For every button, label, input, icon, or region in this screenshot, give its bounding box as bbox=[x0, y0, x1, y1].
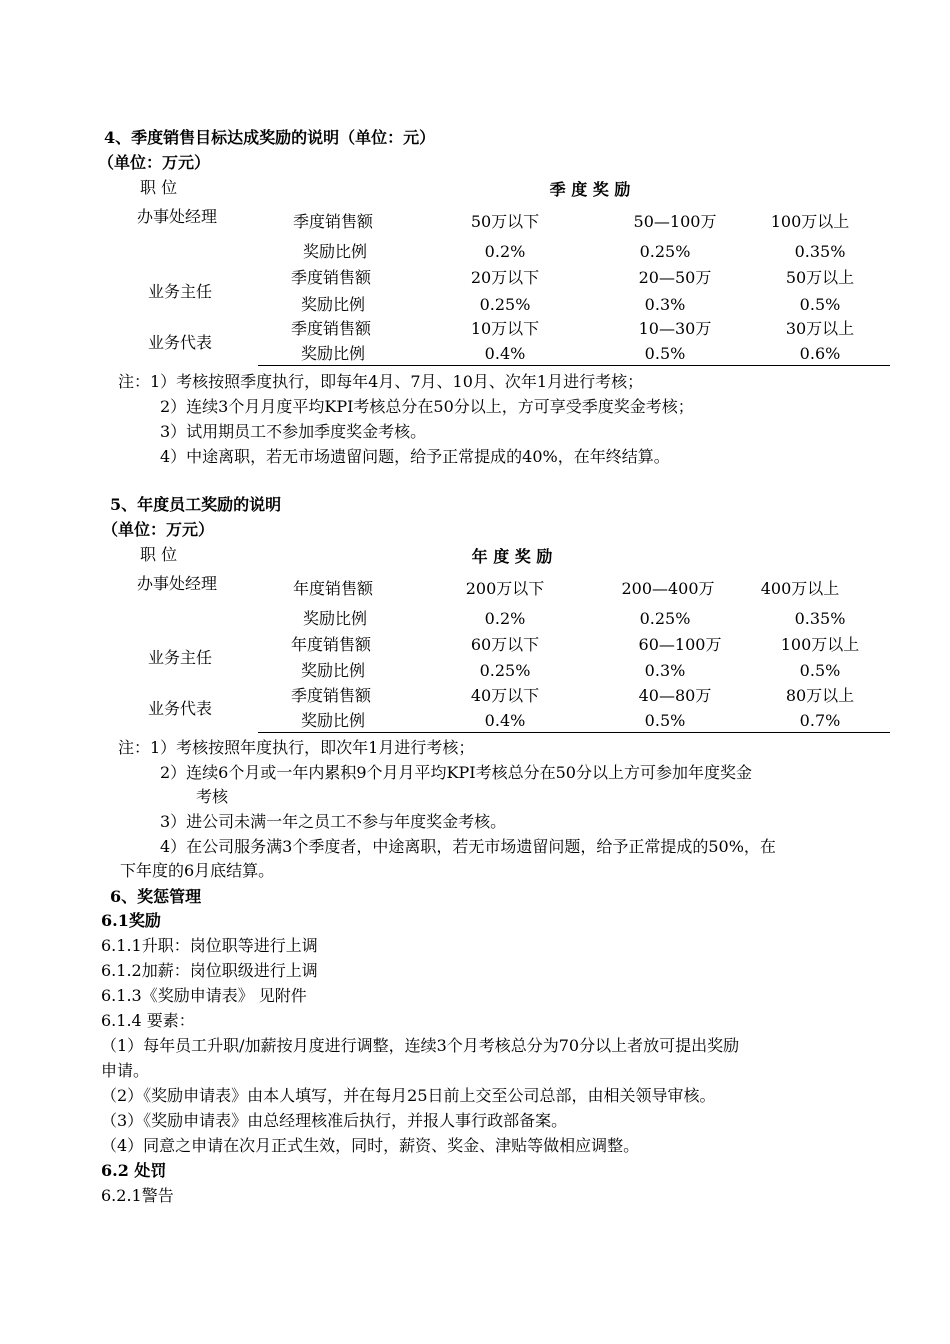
table-cell: 0.3% bbox=[644, 661, 686, 680]
table-cell: 400万以上 bbox=[760, 579, 840, 598]
table-cell: 50万以上 bbox=[785, 268, 855, 287]
table-cell: 0.25% bbox=[639, 242, 691, 261]
table-cell: 40万以下 bbox=[470, 686, 540, 705]
table-cell: 30万以上 bbox=[785, 319, 855, 338]
reward-header: 季 度 奖 励 bbox=[549, 180, 631, 199]
table-role: 办事处经理 bbox=[137, 574, 218, 593]
table-cell: 0.5% bbox=[644, 344, 686, 363]
section-6-title: 6、奖惩管理 bbox=[110, 887, 202, 906]
paragraph: （1）每年员工升职/加薪按月度进行调整，连续3个月考核总分为70分以上者放可提出奖励 bbox=[101, 1036, 740, 1055]
table-cell: 50万以下 bbox=[470, 212, 540, 231]
table-bottom-rule bbox=[258, 365, 890, 366]
table-cell: 100万以上 bbox=[780, 635, 860, 654]
table-cell: 0.25% bbox=[639, 609, 691, 628]
paragraph: 6.2.1警告 bbox=[101, 1186, 174, 1205]
table-cell: 0.7% bbox=[799, 711, 841, 730]
paragraph: （3）《奖励申请表》由总经理核准后执行，并报人事行政部备案。 bbox=[101, 1111, 568, 1130]
section-5-unit: （单位：万元） bbox=[102, 520, 215, 539]
table-cell: 0.2% bbox=[484, 609, 526, 628]
table-cell: 20—50万 bbox=[638, 268, 712, 287]
table-cell: 0.2% bbox=[484, 242, 526, 261]
section-5-title: 5、年度员工奖励的说明 bbox=[110, 495, 282, 514]
paragraph: 6.1.1升职：岗位职等进行上调 bbox=[101, 936, 318, 955]
table-sales-label: 季度销售额 bbox=[291, 319, 372, 338]
table-cell: 0.5% bbox=[644, 711, 686, 730]
table-cell: 40—80万 bbox=[638, 686, 712, 705]
table-cell: 80万以上 bbox=[785, 686, 855, 705]
table-cell: 100万以上 bbox=[770, 212, 850, 231]
note: 3）进公司未满一年之员工不参与年度奖金考核。 bbox=[160, 812, 507, 831]
table-ratio-label: 奖励比例 bbox=[301, 344, 366, 363]
paragraph: 6.1.3《奖励申请表》 见附件 bbox=[101, 986, 307, 1005]
table-cell: 0.25% bbox=[479, 661, 531, 680]
subsection-reward-title: 6.1奖励 bbox=[101, 911, 161, 930]
paragraph: （4）同意之申请在次月正式生效，同时，薪资、奖金、津贴等做相应调整。 bbox=[101, 1136, 640, 1155]
table-cell: 0.35% bbox=[794, 609, 846, 628]
paragraph: 6.1.2加薪：岗位职级进行上调 bbox=[101, 961, 318, 980]
table-cell: 0.3% bbox=[644, 295, 686, 314]
paragraph: （2）《奖励申请表》由本人填写，并在每月25日前上交至公司总部，由相关领导审核。 bbox=[101, 1086, 716, 1105]
table-cell: 20万以下 bbox=[470, 268, 540, 287]
note: 2）连续3个月月度平均KPI考核总分在50分以上，方可享受季度奖金考核； bbox=[160, 397, 694, 416]
table-ratio-label: 奖励比例 bbox=[301, 295, 366, 314]
table-sales-label: 年度销售额 bbox=[293, 579, 374, 598]
section-4-title: 4、季度销售目标达成奖励的说明（单位：元） bbox=[104, 128, 436, 147]
table-cell: 60—100万 bbox=[638, 635, 722, 654]
note: 4）中途离职，若无市场遗留问题，给予正常提成的40%，在年终结算。 bbox=[160, 447, 670, 466]
table-cell: 0.35% bbox=[794, 242, 846, 261]
table-sales-label: 年度销售额 bbox=[291, 635, 372, 654]
section-4-unit: （单位：万元） bbox=[98, 153, 211, 172]
table-cell: 0.4% bbox=[484, 344, 526, 363]
table-cell: 0.6% bbox=[799, 344, 841, 363]
table-cell: 200—400万 bbox=[621, 579, 715, 598]
table-sales-label: 季度销售额 bbox=[291, 268, 372, 287]
table-cell: 0.25% bbox=[479, 295, 531, 314]
note: 考核 bbox=[196, 787, 229, 806]
position-header: 职 位 bbox=[140, 178, 178, 197]
paragraph: 申请。 bbox=[101, 1061, 150, 1080]
table-role: 业务主任 bbox=[148, 282, 213, 301]
table-bottom-rule bbox=[258, 732, 890, 733]
subsection-penalty-title: 6.2 处罚 bbox=[101, 1161, 167, 1180]
note: 注：1）考核按照年度执行，即次年1月进行考核； bbox=[118, 738, 475, 757]
table-role: 业务代表 bbox=[148, 333, 213, 352]
table-sales-label: 季度销售额 bbox=[291, 686, 372, 705]
table-ratio-label: 奖励比例 bbox=[303, 242, 368, 261]
table-ratio-label: 奖励比例 bbox=[303, 609, 368, 628]
table-cell: 0.5% bbox=[799, 661, 841, 680]
note: 2）连续6个月或一年内累积9个月月平均KPI考核总分在50分以上方可参加年度奖金 bbox=[160, 763, 752, 782]
note: 4）在公司服务满3个季度者，中途离职，若无市场遗留问题，给予正常提成的50%，在 bbox=[160, 837, 776, 856]
table-sales-label: 季度销售额 bbox=[293, 212, 374, 231]
note: 注：1）考核按照季度执行，即每年4月、7月、10月、次年1月进行考核； bbox=[118, 372, 644, 391]
reward-header: 年 度 奖 励 bbox=[471, 547, 553, 566]
paragraph: 6.1.4 要素： bbox=[101, 1011, 195, 1030]
table-role: 办事处经理 bbox=[137, 207, 218, 226]
position-header: 职 位 bbox=[140, 545, 178, 564]
table-cell: 10—30万 bbox=[638, 319, 712, 338]
table-cell: 200万以下 bbox=[465, 579, 545, 598]
table-role: 业务主任 bbox=[148, 648, 213, 667]
table-role: 业务代表 bbox=[148, 699, 213, 718]
table-ratio-label: 奖励比例 bbox=[301, 661, 366, 680]
note: 3）试用期员工不参加季度奖金考核。 bbox=[160, 422, 427, 441]
table-cell: 10万以下 bbox=[470, 319, 540, 338]
table-cell: 60万以下 bbox=[470, 635, 540, 654]
table-cell: 0.5% bbox=[799, 295, 841, 314]
table-ratio-label: 奖励比例 bbox=[301, 711, 366, 730]
table-cell: 0.4% bbox=[484, 711, 526, 730]
table-cell: 50—100万 bbox=[633, 212, 717, 231]
note: 下年度的6月底结算。 bbox=[120, 861, 275, 880]
